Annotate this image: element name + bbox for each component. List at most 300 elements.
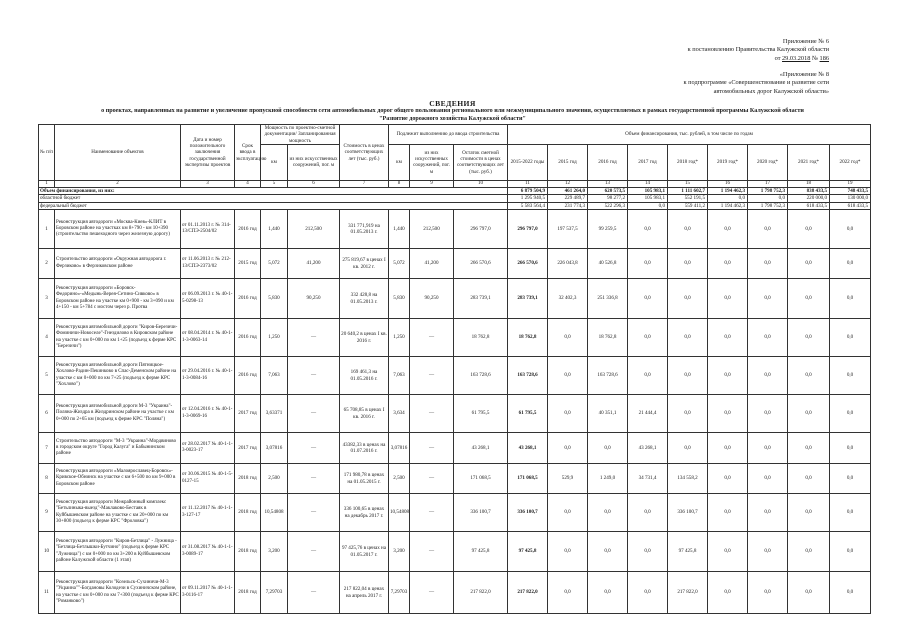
table-row bbox=[39, 357, 871, 395]
appendix-line-1: «Приложение № 8 bbox=[779, 71, 829, 78]
expertise-reference: от 11.12.2017 № 40-1-1-3-127-17 bbox=[181, 494, 235, 532]
funding-value: 0,0 bbox=[830, 433, 871, 464]
done-bridges: — bbox=[410, 464, 454, 494]
remaining-cost: 171 068,5 bbox=[454, 464, 508, 494]
totals-value: 231 774,3 bbox=[548, 202, 588, 209]
funding-value: 21 444,4 bbox=[628, 395, 668, 433]
funding-value: 0,0 bbox=[830, 395, 871, 433]
funding-value: 0,0 bbox=[708, 494, 748, 532]
funding-value: 32 402,3 bbox=[548, 279, 588, 319]
funding-value: 0,0 bbox=[708, 572, 748, 614]
funding-value: 217 822,0 bbox=[668, 572, 708, 614]
totals-value: 0,0 bbox=[748, 195, 788, 202]
funding-value: 18 762,8 bbox=[508, 319, 548, 357]
funding-value: 226 043,8 bbox=[548, 249, 588, 279]
capacity-km: 2,500 bbox=[261, 464, 288, 494]
capacity-km: 3,07816 bbox=[261, 433, 288, 464]
expertise-reference: от 06.09.2013 г. № 40-1-5-0298-13 bbox=[181, 279, 235, 319]
commissioning-term: 2018 год bbox=[235, 464, 261, 494]
commissioning-term: 2016 год bbox=[235, 279, 261, 319]
done-km: 7,29703 bbox=[389, 572, 410, 614]
funding-value: 0,0 bbox=[588, 532, 628, 572]
col-done-bridges: из них искусственных сооружений, пог. м bbox=[410, 144, 454, 180]
expertise-reference: от 09.11.2017 № 40-1-1-3-0116-17 bbox=[181, 572, 235, 614]
object-name: Реконструкция автодороги «Москва-Киев»-КЛИТ в Боровском районе на участках км 8+790 - км 10+390 (строительство пешеходного через железную дорогу) bbox=[55, 210, 181, 249]
funding-value: 0,0 bbox=[788, 494, 830, 532]
row-number: 11 bbox=[39, 572, 55, 614]
row-number: 1 bbox=[39, 210, 55, 249]
funding-value: 0,0 bbox=[748, 357, 788, 395]
col-done-km: км bbox=[389, 144, 410, 180]
object-name: Реконструкция автомобильной дороги "Киров-Березичи-Фоминичи-Новоселе"-Гнездилово в Кировском районе на участке с км 0+000 по км 1+25 (подъезд к ферме КРС "Березичи") bbox=[55, 319, 181, 357]
funding-value: 0,0 bbox=[628, 532, 668, 572]
table-row bbox=[39, 532, 871, 572]
expertise-reference: от 11.06.2013 г. № 212-13/СПЭ-2373/02 bbox=[181, 249, 235, 279]
funding-value: 266 570,6 bbox=[508, 249, 548, 279]
col-year-8: 2022 год* bbox=[830, 144, 871, 180]
capacity-bridges: 90,250 bbox=[288, 279, 340, 319]
totals-value: 522 296,3 bbox=[588, 202, 628, 209]
col-number-6: 6 bbox=[288, 180, 340, 187]
remaining-cost: 97 425,8 bbox=[454, 532, 508, 572]
expertise-reference: от 01.11.2013 г. № 314-13/СПЭ-2504/02 bbox=[181, 210, 235, 249]
funding-value: 0,0 bbox=[548, 494, 588, 532]
funding-value: 0,0 bbox=[708, 210, 748, 249]
object-name: Реконструкция автодороги Межрайонный комплекс "Бетьлиныка-выезд"-Маклаково-Бестаяк в Куйбышевском районе на участке с км 20+000 по км 30+800 (подъезд к ферме КРС "Фроловка") bbox=[55, 494, 181, 532]
funding-value: 40 526,8 bbox=[588, 249, 628, 279]
funding-value: 0,0 bbox=[708, 357, 748, 395]
funding-value: 0,0 bbox=[548, 572, 588, 614]
col-name: Наименование объектов bbox=[55, 125, 181, 181]
funding-value: 0,0 bbox=[748, 395, 788, 433]
col-term: Срок ввода в эксплуатацию bbox=[235, 125, 261, 181]
appendix-header bbox=[683, 71, 829, 96]
table-row bbox=[39, 319, 871, 357]
table-row bbox=[39, 279, 871, 319]
commissioning-term: 2015 год bbox=[235, 249, 261, 279]
funding-value: 97 425,8 bbox=[508, 532, 548, 572]
col-year-1: 2015 год bbox=[548, 144, 588, 180]
resolution-number: 186 bbox=[819, 54, 829, 62]
estimated-cost: 65 708,85 в ценах I кв. 2016 г. bbox=[340, 395, 389, 433]
totals-value: 105 983,1 bbox=[628, 188, 668, 195]
column-number-row bbox=[39, 180, 871, 187]
done-km: 3,200 bbox=[389, 532, 410, 572]
funding-value: 197 537,5 bbox=[548, 210, 588, 249]
funding-value: 0,0 bbox=[748, 249, 788, 279]
col-year-0: 2015-2022 годы bbox=[508, 144, 548, 180]
funding-value: 529,9 bbox=[548, 464, 588, 494]
totals-row bbox=[39, 202, 871, 209]
totals-row bbox=[39, 188, 871, 195]
totals-value: 229 489,7 bbox=[548, 195, 588, 202]
done-km: 5,830 bbox=[389, 279, 410, 319]
appendix-line-2: к подпрограмме «Совершенствование и развитие сети bbox=[683, 79, 829, 87]
remaining-cost: 283 739,1 bbox=[454, 279, 508, 319]
done-km: 3,07816 bbox=[389, 433, 410, 464]
totals-value: 559 411,2 bbox=[668, 202, 708, 209]
remaining-cost: 163 728,6 bbox=[454, 357, 508, 395]
estimated-cost: 171 980,78 в ценах на 01.05.2015 г. bbox=[340, 464, 389, 494]
funding-value: 0,0 bbox=[748, 464, 788, 494]
col-power-group: Мощность по проектно-сметной документации/ Запланированная мощность bbox=[261, 125, 340, 145]
done-bridges: — bbox=[410, 532, 454, 572]
funding-value: 0,0 bbox=[548, 433, 588, 464]
col-number-16: 16 bbox=[708, 180, 748, 187]
done-km: 7,063 bbox=[389, 357, 410, 395]
totals-value: 6 879 504,9 bbox=[508, 188, 548, 195]
capacity-km: 5,830 bbox=[261, 279, 288, 319]
commissioning-term: 2018 год bbox=[235, 532, 261, 572]
totals-value: 1 111 602,7 bbox=[668, 188, 708, 195]
funding-value: 0,0 bbox=[788, 532, 830, 572]
row-number: 9 bbox=[39, 494, 55, 532]
commissioning-term: 2016 год bbox=[235, 357, 261, 395]
row-number: 6 bbox=[39, 395, 55, 433]
funding-value: 40 351,1 bbox=[588, 395, 628, 433]
funding-value: 0,0 bbox=[628, 210, 668, 249]
estimated-cost: 332 428,8 на 01.05.2013 г. bbox=[340, 279, 389, 319]
capacity-bridges: — bbox=[288, 572, 340, 614]
done-bridges: — bbox=[410, 357, 454, 395]
capacity-bridges: 41,200 bbox=[288, 249, 340, 279]
funding-value: 0,0 bbox=[788, 464, 830, 494]
table-row bbox=[39, 572, 871, 614]
funding-value: 134 558,2 bbox=[668, 464, 708, 494]
funding-value: 0,0 bbox=[830, 279, 871, 319]
capacity-bridges: — bbox=[288, 494, 340, 532]
remaining-cost: 43 268,1 bbox=[454, 433, 508, 464]
funding-value: 171 068,5 bbox=[508, 464, 548, 494]
table-row bbox=[39, 395, 871, 433]
totals-value: 618 433,5 bbox=[830, 202, 871, 209]
done-km: 2,500 bbox=[389, 464, 410, 494]
funding-value: 0,0 bbox=[708, 279, 748, 319]
totals-value: 5 583 564,4 bbox=[508, 202, 548, 209]
funding-value: 0,0 bbox=[708, 249, 748, 279]
row-number: 2 bbox=[39, 249, 55, 279]
commissioning-term: 2016 год bbox=[235, 210, 261, 249]
remaining-cost: 217 822,0 bbox=[454, 572, 508, 614]
funding-value: 0,0 bbox=[628, 319, 668, 357]
funding-value: 18 762,8 bbox=[588, 319, 628, 357]
funding-value: 0,0 bbox=[668, 249, 708, 279]
col-number-15: 15 bbox=[668, 180, 708, 187]
remaining-cost: 18 762,8 bbox=[454, 319, 508, 357]
commissioning-term: 2016 год bbox=[235, 319, 261, 357]
funding-value: 0,0 bbox=[708, 433, 748, 464]
funding-value: 0,0 bbox=[788, 319, 830, 357]
row-number: 7 bbox=[39, 433, 55, 464]
table-row bbox=[39, 433, 871, 464]
estimated-cost: 43382,33 в ценах на 01.07.2016 г. bbox=[340, 433, 389, 464]
funding-value: 0,0 bbox=[748, 532, 788, 572]
expertise-reference: от 28.02.2017 № 40-1-1-3-0023-17 bbox=[181, 433, 235, 464]
row-number: 4 bbox=[39, 319, 55, 357]
totals-value: 552 191,5 bbox=[668, 195, 708, 202]
estimated-cost: 169 461,3 на 01.05.2016 г. bbox=[340, 357, 389, 395]
capacity-km: 5,072 bbox=[261, 249, 288, 279]
col-year-6: 2020 год* bbox=[748, 144, 788, 180]
capacity-bridges: — bbox=[288, 319, 340, 357]
object-name: Реконструкция автомобильной дороги М-3 "Украина"-Поляна-Жиздра в Жиздринском районе на участке с км 0+000 по 2+65 км (подъезд к ферме КРС "Поляна") bbox=[55, 395, 181, 433]
funding-value: 0,0 bbox=[628, 249, 668, 279]
col-km: км bbox=[261, 144, 288, 180]
col-number-12: 12 bbox=[548, 180, 588, 187]
funding-value: 0,0 bbox=[628, 279, 668, 319]
totals-value: 838 433,5 bbox=[788, 188, 830, 195]
funding-value: 336 100,7 bbox=[668, 494, 708, 532]
funding-value: 0,0 bbox=[748, 494, 788, 532]
expertise-reference: от 30.06.2015 № 40-1-5-0127-15 bbox=[181, 464, 235, 494]
funding-value: 0,0 bbox=[788, 210, 830, 249]
capacity-km: 1,440 bbox=[261, 210, 288, 249]
done-bridges: — bbox=[410, 319, 454, 357]
done-bridges: — bbox=[410, 572, 454, 614]
totals-label: областной бюджет bbox=[39, 195, 508, 202]
object-name: Реконструкция автомобильной дороги Пятницкое-Хохлово-Радин-Пекинково в Спас-Деменском районе на участке с км 0+000 по км 7+25 (подъезд к ферме КРС "Хохлово") bbox=[55, 357, 181, 395]
funding-value: 97 425,8 bbox=[668, 532, 708, 572]
expertise-reference: от 29.04.2016 г. № 40-1-1-3-0084-16 bbox=[181, 357, 235, 395]
col-no: № п/п bbox=[39, 125, 55, 181]
col-number-19: 19 bbox=[830, 180, 871, 187]
funding-value: 0,0 bbox=[548, 357, 588, 395]
funding-value: 0,0 bbox=[628, 494, 668, 532]
col-number-2: 2 bbox=[55, 180, 181, 187]
col-year-4: 2018 год* bbox=[668, 144, 708, 180]
col-year-3: 2017 год bbox=[628, 144, 668, 180]
funding-value: 296 797,0 bbox=[508, 210, 548, 249]
estimated-cost: 217 822,04 в ценах на апрель 2017 г. bbox=[340, 572, 389, 614]
capacity-km: 3,63371 bbox=[261, 395, 288, 433]
capacity-bridges: — bbox=[288, 532, 340, 572]
funding-value: 0,0 bbox=[628, 357, 668, 395]
col-number-17: 17 bbox=[748, 180, 788, 187]
object-name: Реконструкция автодороги "Козельск-Сухиничи-М-3 "Украина""-Богдановы Колодези в Сухиничском районе, на участке с км 0+000 по км 7+300 (подъезд к ферме КРС "Романково") bbox=[55, 572, 181, 614]
totals-value: 618 433,5 bbox=[788, 202, 830, 209]
col-number-18: 18 bbox=[788, 180, 830, 187]
capacity-bridges: — bbox=[288, 357, 340, 395]
funding-value: 0,0 bbox=[748, 279, 788, 319]
resolution-date-line bbox=[688, 55, 829, 63]
done-km: 1,250 bbox=[389, 319, 410, 357]
resolution-header bbox=[688, 38, 829, 63]
col-number-13: 13 bbox=[588, 180, 628, 187]
object-name: Реконструкция автодороги «Малоярославец-Боровск»-Кривское-Обнинск на участке с км 6+500 по км 9+000 в Боровском районе bbox=[55, 464, 181, 494]
funding-value: 43 268,1 bbox=[628, 433, 668, 464]
totals-value: 1 798 752,3 bbox=[748, 202, 788, 209]
estimated-cost: 20 640,2 в ценах I кв. 2016 г. bbox=[340, 319, 389, 357]
funding-value: 0,0 bbox=[708, 395, 748, 433]
totals-value: 1 295 940,5 bbox=[508, 195, 548, 202]
projects-table bbox=[38, 124, 871, 614]
funding-value: 163 728,6 bbox=[588, 357, 628, 395]
totals-row bbox=[39, 195, 871, 202]
table-row bbox=[39, 464, 871, 494]
done-bridges: — bbox=[410, 433, 454, 464]
row-number: 3 bbox=[39, 279, 55, 319]
totals-label: Объем финансирования, из них: bbox=[39, 188, 508, 195]
funding-value: 0,0 bbox=[668, 210, 708, 249]
capacity-km: 1,250 bbox=[261, 319, 288, 357]
estimated-cost: 331 771,919 на 01.05.2013 г. bbox=[340, 210, 389, 249]
funding-value: 0,0 bbox=[668, 395, 708, 433]
funding-value: 0,0 bbox=[548, 532, 588, 572]
funding-value: 0,0 bbox=[788, 357, 830, 395]
capacity-bridges: — bbox=[288, 464, 340, 494]
col-year-5: 2019 год* bbox=[708, 144, 748, 180]
appendix-number: Приложение № 6 bbox=[782, 38, 829, 45]
col-number-9: 9 bbox=[410, 180, 454, 187]
done-bridges: 212,500 bbox=[410, 210, 454, 249]
funding-value: 0,0 bbox=[708, 464, 748, 494]
estimated-cost: 275 819,67 в ценах I кв. 2012 г. bbox=[340, 249, 389, 279]
funding-value: 0,0 bbox=[788, 249, 830, 279]
funding-value: 0,0 bbox=[668, 319, 708, 357]
col-number-1: 1 bbox=[39, 180, 55, 187]
col-number-4: 4 bbox=[235, 180, 261, 187]
col-year-2: 2016 год bbox=[588, 144, 628, 180]
funding-value: 336 100,7 bbox=[508, 494, 548, 532]
remaining-cost: 266 570,6 bbox=[454, 249, 508, 279]
totals-value: 105 983,1 bbox=[628, 195, 668, 202]
subtitle-line-1: о проектах, направленных на развитие и увеличение пропускной способности сети автомобильных дорог общего пользования регионального или межмуниципального значения, осуществляемых в рамках государственной программы Калужской области bbox=[101, 108, 804, 114]
col-bridges: из них искусственных сооружений, пог. м bbox=[288, 144, 340, 180]
done-km: 1,440 bbox=[389, 210, 410, 249]
done-km: 5,072 bbox=[389, 249, 410, 279]
commissioning-term: 2017 год bbox=[235, 395, 261, 433]
funding-value: 0,0 bbox=[628, 572, 668, 614]
capacity-km: 7,063 bbox=[261, 357, 288, 395]
funding-value: 163 728,6 bbox=[508, 357, 548, 395]
totals-value: 0,0 bbox=[628, 202, 668, 209]
commissioning-term: 2018 год bbox=[235, 494, 261, 532]
funding-value: 0,0 bbox=[668, 279, 708, 319]
col-remaining: Остаток сметной стоимости в ценах соответствующих лет (тыс. руб.) bbox=[454, 144, 508, 180]
funding-value: 0,0 bbox=[830, 572, 871, 614]
estimated-cost: 336 100,65 в ценах на декабрь 2017 г. bbox=[340, 494, 389, 532]
funding-value: 251 336,8 bbox=[588, 279, 628, 319]
funding-value: 217 822,0 bbox=[508, 572, 548, 614]
object-name: Реконструкция автодороги «Боровск-Федорино»-«Медынь-Верея-Сетино-Сивково» в Боровском районе на участке км 0+900 - км 3+090 и км 4+150 - км 5+784 с мостом через р. Протва bbox=[55, 279, 181, 319]
funding-value: 61 795,5 bbox=[508, 395, 548, 433]
document-subtitle bbox=[0, 108, 905, 123]
totals-label: федеральный бюджет bbox=[39, 202, 508, 209]
totals-value: 0,0 bbox=[708, 195, 748, 202]
funding-value: 0,0 bbox=[830, 357, 871, 395]
funding-value: 0,0 bbox=[668, 357, 708, 395]
totals-value: 220 000,0 bbox=[788, 195, 830, 202]
funding-value: 0,0 bbox=[548, 319, 588, 357]
funding-value: 0,0 bbox=[830, 532, 871, 572]
totals-value: 1 798 752,3 bbox=[748, 188, 788, 195]
row-number: 8 bbox=[39, 464, 55, 494]
funding-value: 0,0 bbox=[788, 395, 830, 433]
funding-value: 0,0 bbox=[830, 249, 871, 279]
funding-value: 0,0 bbox=[588, 433, 628, 464]
col-fin-group: Объем финансирования, тыс. рублей, в том числе по годам bbox=[508, 125, 871, 145]
done-bridges: — bbox=[410, 494, 454, 532]
col-number-7: 7 bbox=[340, 180, 389, 187]
object-name: Реконструкция автодороги "Киров-Бетлица" - Лужница - "Бетлица-Бетлышки-Бутчино" (подъезд к ферме КРС "Лужница") с км 0+000 по км 3+200 в Куйбышевском районе Калужской области (1 этап) bbox=[55, 532, 181, 572]
done-bridges: 41,200 bbox=[410, 249, 454, 279]
expertise-reference: от 08.04.2014 г. № 40-1-1-3-0063-14 bbox=[181, 319, 235, 357]
funding-value: 0,0 bbox=[748, 210, 788, 249]
col-doc: Дата и номер положительного заключения государственной экспертизы проектов bbox=[181, 125, 235, 181]
totals-value: 130 000,0 bbox=[830, 195, 871, 202]
col-number-10: 10 bbox=[454, 180, 508, 187]
appendix-line-3: автомобильных дорог Калужской области» bbox=[713, 87, 829, 95]
object-name: Строительство автодороги «Окружная автодорога г. Ферзиково» в Ферзиковском районе bbox=[55, 249, 181, 279]
done-km: 3,634 bbox=[389, 395, 410, 433]
totals-value: 98 277,2 bbox=[588, 195, 628, 202]
funding-value: 0,0 bbox=[588, 494, 628, 532]
number-prefix: № bbox=[811, 54, 818, 62]
done-bridges: 90,250 bbox=[410, 279, 454, 319]
col-number-8: 8 bbox=[389, 180, 410, 187]
remaining-cost: 336 100,7 bbox=[454, 494, 508, 532]
totals-value: 461 264,0 bbox=[548, 188, 588, 195]
funding-value: 1 249,0 bbox=[588, 464, 628, 494]
table-row bbox=[39, 249, 871, 279]
totals-value: 1 194 462,3 bbox=[708, 202, 748, 209]
date-prefix: от bbox=[774, 54, 781, 62]
col-number-5: 5 bbox=[261, 180, 288, 187]
row-number: 10 bbox=[39, 532, 55, 572]
col-number-11: 11 bbox=[508, 180, 548, 187]
commissioning-term: 2018 год bbox=[235, 572, 261, 614]
col-number-3: 3 bbox=[181, 180, 235, 187]
capacity-bridges: 212,500 bbox=[288, 210, 340, 249]
funding-value: 0,0 bbox=[788, 433, 830, 464]
funding-value: 0,0 bbox=[588, 572, 628, 614]
capacity-km: 3,200 bbox=[261, 532, 288, 572]
done-bridges: — bbox=[410, 395, 454, 433]
funding-value: 0,0 bbox=[830, 464, 871, 494]
remaining-cost: 61 795,5 bbox=[454, 395, 508, 433]
resolution-date: 29.03.2018 bbox=[782, 54, 811, 62]
funding-value: 0,0 bbox=[708, 532, 748, 572]
expertise-reference: от 31.08.2017 № 40-1-1-3-0089-17 bbox=[181, 532, 235, 572]
funding-value: 0,0 bbox=[748, 572, 788, 614]
capacity-bridges: — bbox=[288, 433, 340, 464]
expertise-reference: от 12.04.2016 г. № 40-1-1-3-0069-16 bbox=[181, 395, 235, 433]
estimated-cost: 97 425,76 в ценах на 01.05.2017 г. bbox=[340, 532, 389, 572]
subtitle-line-2: "Развитие дорожного хозяйства Калужской области" bbox=[379, 115, 526, 122]
object-name: Строительство автодороги "М-3 "Украина"-Мордвиново в городском округе "Город Калуга" и Бабынинском районе bbox=[55, 433, 181, 464]
funding-value: 0,0 bbox=[788, 572, 830, 614]
done-km: 10,54808 bbox=[389, 494, 410, 532]
funding-value: 0,0 bbox=[748, 319, 788, 357]
col-number-14: 14 bbox=[628, 180, 668, 187]
capacity-km: 10,54808 bbox=[261, 494, 288, 532]
totals-value: 1 194 462,3 bbox=[708, 188, 748, 195]
commissioning-term: 2017 год bbox=[235, 433, 261, 464]
totals-value: 748 433,5 bbox=[830, 188, 871, 195]
col-year-7: 2021 год* bbox=[788, 144, 830, 180]
funding-value: 0,0 bbox=[708, 319, 748, 357]
funding-value: 0,0 bbox=[668, 433, 708, 464]
row-number: 5 bbox=[39, 357, 55, 395]
capacity-bridges: — bbox=[288, 395, 340, 433]
col-done-group: Подлежит выполнению до ввода строительства bbox=[389, 125, 508, 145]
funding-value: 0,0 bbox=[830, 494, 871, 532]
col-cost: Стоимость в ценах соответствующих лет (тыс. руб.) bbox=[340, 125, 389, 181]
funding-value: 99 259,5 bbox=[588, 210, 628, 249]
capacity-km: 7,29703 bbox=[261, 572, 288, 614]
funding-value: 0,0 bbox=[748, 433, 788, 464]
resolution-reference: к постановлению Правительства Калужской области bbox=[687, 46, 829, 54]
